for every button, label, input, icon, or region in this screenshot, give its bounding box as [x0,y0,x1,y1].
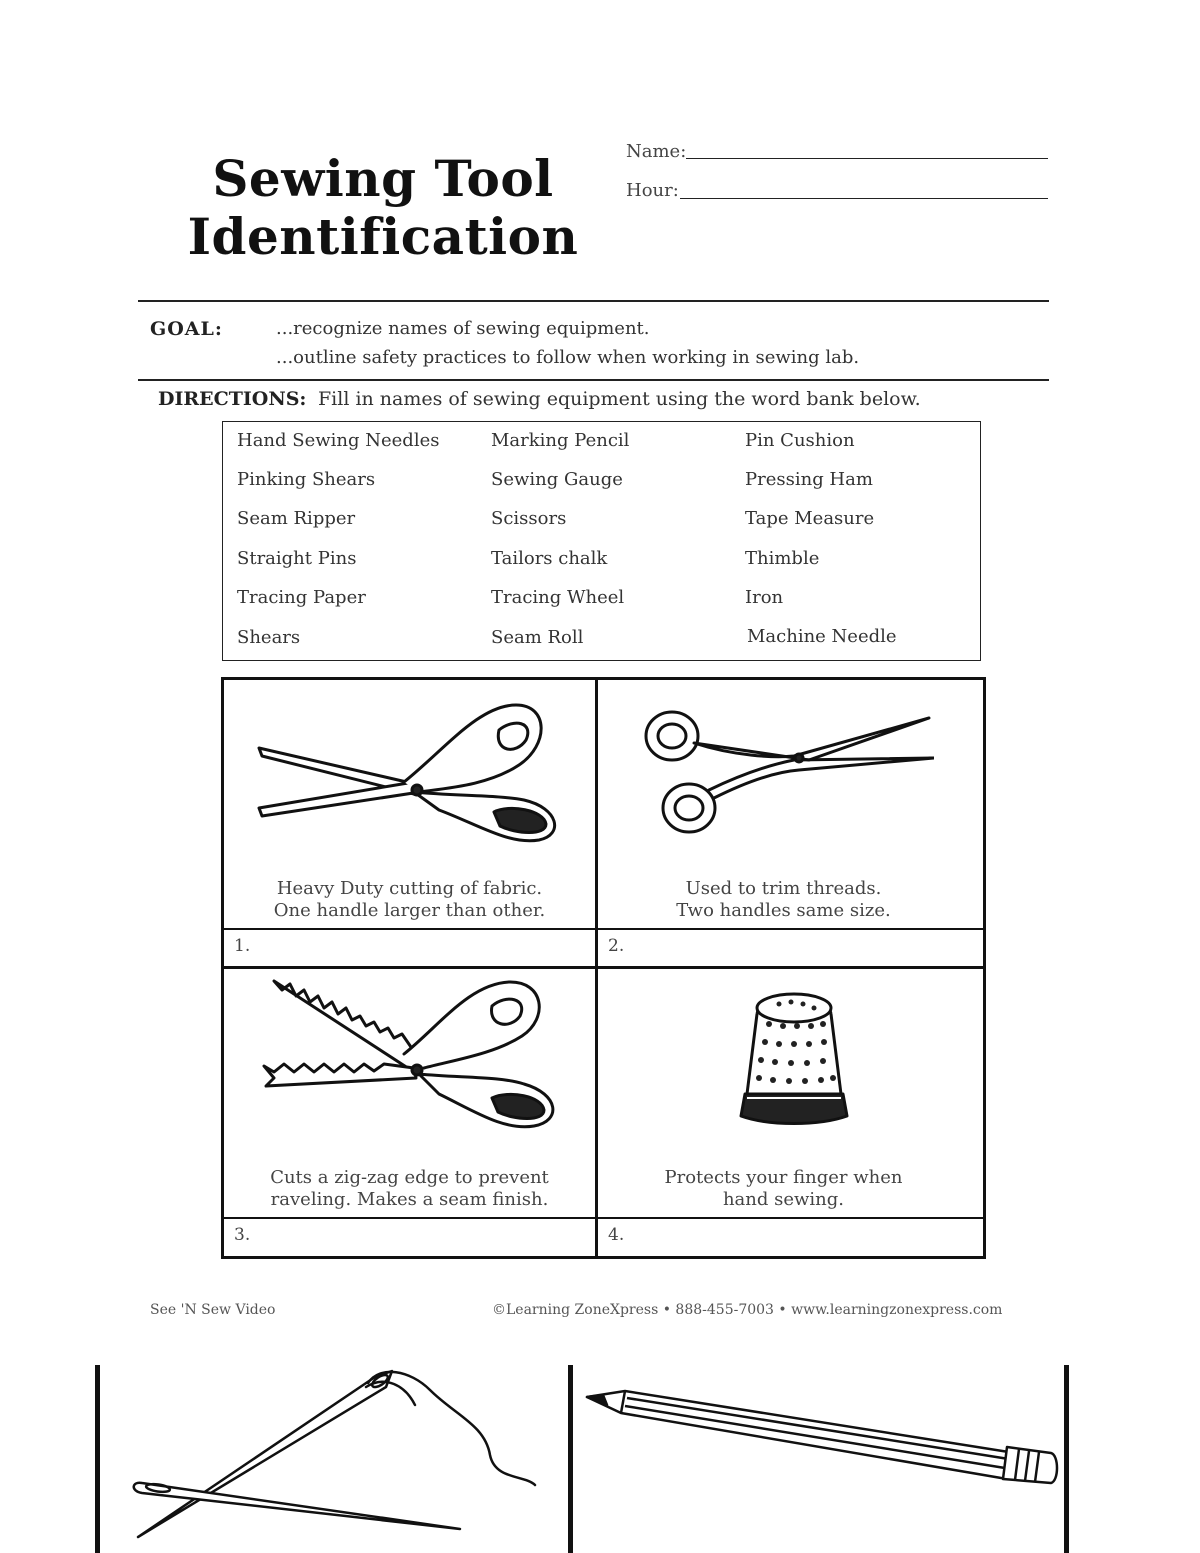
page-border [568,1365,573,1553]
item-4-caption [598,1167,969,1211]
caption-line: Used to trim threads. [685,878,882,899]
item-4-number: 4. [608,1225,625,1245]
pinking-shears-icon [254,976,564,1136]
page-title [158,150,608,266]
item-1-answer-field[interactable] [264,932,584,962]
caption-line: One handle larger than other. [273,900,546,921]
word-bank [222,421,981,661]
directions-label: DIRECTIONS: [158,388,307,410]
shears-icon [254,700,564,845]
goal-line-2: ...outline safety practices to follow when working in sewing lab. [276,347,860,368]
word-bank-item: Sewing Gauge [491,469,623,490]
word-bank-item: Iron [745,587,784,608]
goal-line-1: ...recognize names of sewing equipment. [276,318,650,339]
word-bank-item: Tracing Paper [237,587,366,608]
needle-icon [130,1365,540,1545]
page-border [1064,1365,1069,1553]
word-bank-item: Tailors chalk [491,548,608,569]
caption-line: hand sewing. [722,1189,845,1210]
name-label: Name: [626,141,687,162]
footer-right: ©Learning ZoneXpress • 888-455-7003 • www.learningzonexpress.com [492,1302,1003,1318]
caption-line: raveling. Makes a seam finish. [270,1189,549,1210]
word-bank-item: Machine Needle [747,626,897,647]
thimble-icon [719,986,869,1126]
page-border [95,1365,100,1553]
item-4-answer-field[interactable] [634,1222,974,1252]
word-bank-item: Seam Roll [491,627,584,648]
item-2-answer-field[interactable] [634,932,974,962]
word-bank-item: Pinking Shears [237,469,376,490]
caption-line: Cuts a zig-zag edge to prevent [270,1167,549,1188]
grid-divider [224,966,983,969]
item-2-caption [598,878,969,922]
footer-left: See 'N Sew Video [150,1302,276,1318]
word-bank-item: Thimble [745,548,820,569]
word-bank-item: Pressing Ham [745,469,873,490]
title-line-2: Identification [187,207,579,266]
name-field[interactable] [686,158,1048,159]
item-1-caption [224,878,595,922]
word-bank-item: Scissors [491,508,567,529]
word-bank-item: Hand Sewing Needles [237,430,440,451]
goal-label: GOAL: [150,318,223,340]
title-line-1: Sewing Tool [212,149,554,208]
scissors-icon [634,698,934,848]
grid-divider [224,928,983,930]
identification-grid [221,677,986,1259]
word-bank-item: Shears [237,627,301,648]
caption-line: Two handles same size. [676,900,891,921]
word-bank-item: Tape Measure [745,508,875,529]
word-bank-item: Straight Pins [237,548,357,569]
item-3-number: 3. [234,1225,251,1245]
item-1-number: 1. [234,936,251,956]
directions-text: Fill in names of sewing equipment using the word bank below. [318,388,921,410]
item-3-answer-field[interactable] [264,1222,584,1252]
item-3-caption [224,1167,595,1211]
divider-middle [138,379,1049,381]
word-bank-item: Seam Ripper [237,508,356,529]
word-bank-item: Pin Cushion [745,430,855,451]
pencil-icon [585,1385,1060,1485]
caption-line: Protects your finger when [664,1167,903,1188]
hour-field[interactable] [680,198,1048,199]
word-bank-item: Tracing Wheel [491,587,625,608]
item-2-number: 2. [608,936,625,956]
caption-line: Heavy Duty cutting of fabric. [276,878,543,899]
divider-top [138,300,1049,302]
grid-divider [224,1217,983,1219]
word-bank-item: Marking Pencil [491,430,630,451]
hour-label: Hour: [626,180,679,201]
